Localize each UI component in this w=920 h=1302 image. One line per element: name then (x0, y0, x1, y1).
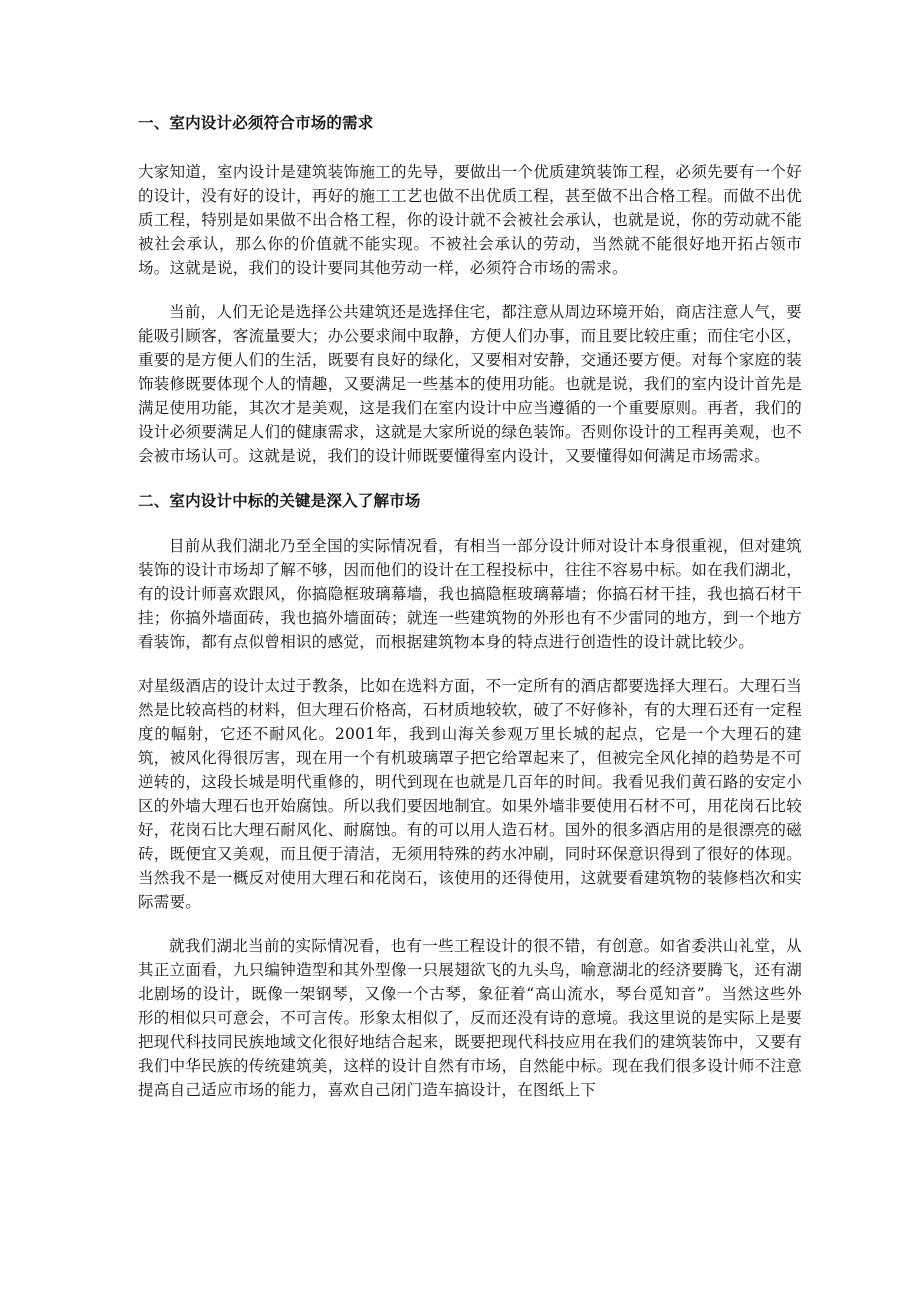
section-heading-2: 二、室内设计中标的关键是深入了解市场 (138, 492, 421, 510)
section-heading-1: 一、室内设计必须符合市场的需求 (138, 114, 374, 132)
paragraph-4: 对星级酒店的设计太过于教条，比如在选料方面，不一定所有的酒店都要选择大理石。大理石当然是比较高档的材料，但大理石价格高，石材质地较软，破了不好修补，有的大理石还有一定程度的幅射，它还不耐风化。2001年，我到山海关参观万里长城的起点，它是一个大理石的建筑，被风化得很厉害，现在用一个有机玻璃罩子把它给罩起来了，但被完全风化掉的趋势是不可逆转的，这段长城是明代重修的，明代到现在也就是几百年的时间。我看见我们黄石路的安定小区的外墙大理石也开始腐蚀。所以我们要因地制宜。如果外墙非要使用石材不可，用花岗石比较好，花岗石比大理石耐风化、耐腐蚀。有的可以用人造石材。国外的很多酒店用的是很漂亮的磁砖，既便宜又美观，而且便于清洁，无须用特殊的药水冲刷，同时环保意识得到了很好的体现。当然我不是一概反对使用大理石和花岗石，该使用的还得使用，这就要看建筑物的装修档次和实际需要。 (138, 677, 802, 911)
paragraph-1: 大家知道，室内设计是建筑装饰施工的先导，要做出一个优质建筑装饰工程，必须先要有一个好的设计，没有好的设计，再好的施工工艺也做不出优质工程，甚至做不出合格工程。而做不出优质工程，特别是如果做不出合格工程，你的设计就不会被社会承认，也就是说，你的劳动就不能被社会承认，那么你的价值就不能实现。不被社会承认的劳动，当然就不能很好地开拓占领市场。这就是说，我们的设计要同其他劳动一样，必须符合市场的需求。 (138, 163, 802, 277)
paragraph-3: 目前从我们湖北乃至全国的实际情况看，有相当一部分设计师对设计本身很重视，但对建筑装饰的设计市场却了解不够，因而他们的设计在工程投标中，往往不容易中标。如在我们湖北，有的设计师喜欢跟风，你搞隐框玻璃幕墙，我也搞隐框玻璃幕墙；你搞石材干挂，我也搞石材干挂；你搞外墙面砖，我也搞外墙面砖；就连一些建筑物的外形也有不少雷同的地方，到一个地方看装饰，都有点似曾相识的感觉，而根据建筑物本身的特点进行创造性的设计就比较少。 (138, 537, 802, 651)
document-page (138, 110, 802, 1102)
paragraph-5: 就我们湖北当前的实际情况看，也有一些工程设计的很不错，有创意。如省委洪山礼堂，从其正立面看，九只编钟造型和其外型像一只展翅欲飞的九头鸟，喻意湖北的经济要腾飞，还有湖北剧场的设计，既像一架钢琴，又像一个古琴，象征着“高山流水，琴台觅知音”。当然这些外形的相似只可意会，不可言传。形象太相似了，反而还没有诗的意境。我这里说的是实际上是要把现代科技同民族地域文化很好地结合起来，既要把现代科技应用在我们的建筑装饰中，又要有我们中华民族的传统建筑美，这样的设计自然有市场，自然能中标。现在我们很多设计师不注意提高自己适应市场的能力，喜欢自己闭门造车搞设计，在图纸上下 (138, 937, 802, 1099)
paragraph-2: 当前，人们无论是选择公共建筑还是选择住宅，都注意从周边环境开始，商店注意人气，要能吸引顾客，客流量要大；办公要求闹中取静，方便人们办事，而且要比较庄重；而住宅小区，重要的是方便人们的生活，既要有良好的绿化，又要相对安静，交通还要方便。对每个家庭的装饰装修既要体现个人的情趣，又要满足一些基本的使用功能。也就是说，我们的室内设计首先是满足使用功能，其次才是美观，这是我们在室内设计中应当遵循的一个重要原则。再者，我们的设计必须要满足人们的健康需求，这就是大家所说的绿色装饰。否则你设计的工程再美观，也不会被市场认可。这就是说，我们的设计师既要懂得室内设计，又要懂得如何满足市场需求。 (138, 303, 802, 465)
